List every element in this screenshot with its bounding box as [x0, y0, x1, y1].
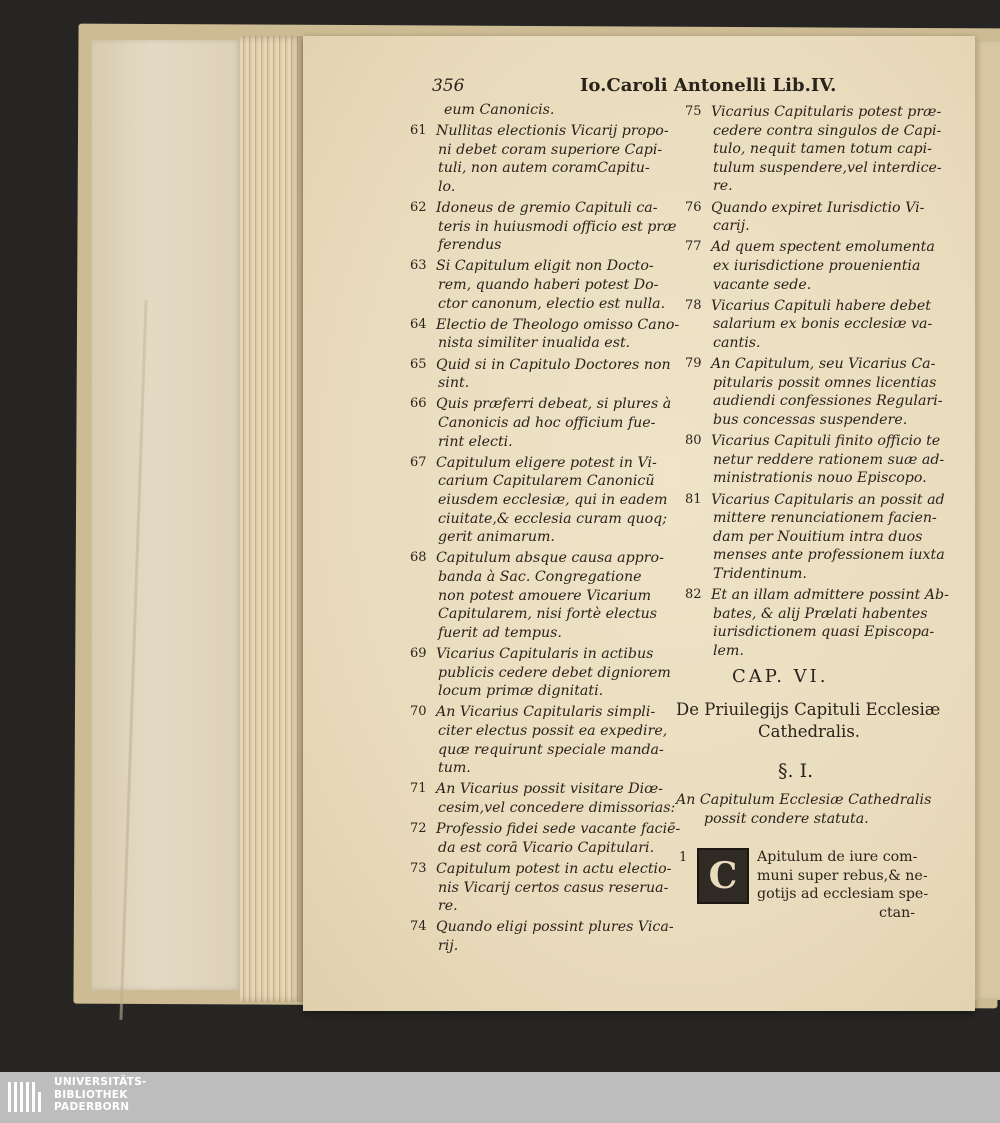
- index-entry: [685, 491, 956, 584]
- entry-line: cedere contra singulos de Capi-: [713, 122, 942, 139]
- entry-line: Vicarius Capitularis in actibus: [436, 646, 654, 662]
- entry-line: bates, & alij Prælati habentes: [713, 605, 928, 622]
- initial-letter: C: [708, 855, 738, 897]
- entry-line: non potest amouere Vicarium: [438, 587, 652, 604]
- entry-line: Quando expiret Iurisdictio Vi-: [711, 199, 925, 216]
- entry-line: ni debet coram superiore Capi-: [438, 141, 663, 158]
- entry-line: Quid si in Capitulo Doctores non: [436, 356, 671, 373]
- entry-line: Professio fidei sede vacante faciē-: [436, 821, 681, 838]
- entry-number: 70: [410, 704, 427, 720]
- entry-line: Vicarius Capitularis potest præ-: [711, 104, 942, 120]
- paragraph-number: 1: [679, 850, 688, 865]
- entry-number: 77: [685, 239, 702, 255]
- entry-line: quæ requirunt speciale manda-: [438, 741, 664, 758]
- entry-line: cesim,vel concedere dimissorias:: [438, 799, 676, 816]
- entry-line: Idoneus de gremio Capituli ca-: [436, 200, 658, 216]
- entry-line: Vicarius Capituli habere debet: [711, 297, 931, 314]
- entry-number: 80: [685, 433, 702, 449]
- index-entry: [410, 395, 681, 451]
- entry-line: ferendus: [438, 237, 502, 254]
- entry-line: ex iurisdictione prouenientia: [713, 257, 921, 274]
- index-entry: [410, 199, 681, 255]
- summary-line: An Capitulum Ecclesiæ Cathedralis: [676, 792, 932, 808]
- library-name-line: BIBLIOTHEK: [54, 1088, 128, 1101]
- entry-line: Tridentinum.: [713, 565, 807, 582]
- entry-line: Capitulum potest in actu electio-: [436, 861, 672, 877]
- page-number: 356: [432, 76, 465, 96]
- entry-line: sint.: [438, 375, 470, 392]
- entry-line: re.: [713, 178, 733, 195]
- entry-line: re.: [438, 898, 458, 915]
- entry-line: salarium ex bonis ecclesiæ va-: [713, 316, 933, 333]
- entry-number: 72: [410, 821, 427, 837]
- index-entry: [410, 257, 681, 313]
- entry-line: An Vicarius Capitularis simpli-: [436, 704, 656, 721]
- entry-line: Et an illam admittere possint Ab-: [711, 587, 949, 604]
- entry-number: 67: [410, 454, 427, 470]
- entry-line: rij.: [438, 937, 459, 954]
- entry-line: teris in huiusmodi officio est præ: [438, 218, 677, 235]
- library-name-line: PADERBORN: [54, 1101, 130, 1113]
- entry-number: 74: [410, 919, 427, 935]
- flyleaf: [92, 40, 242, 990]
- index-entry: [410, 703, 681, 777]
- entry-line: Quis præferri debeat, si plures à: [436, 396, 672, 413]
- entry-line: ministrationis nouo Episcopo.: [713, 470, 927, 487]
- body-line: Apitulum de iure com-: [757, 849, 918, 865]
- section-summary: [676, 791, 931, 828]
- entry-line: fuerit ad tempus.: [438, 624, 562, 641]
- entry-line: publicis cedere debet digniorem: [438, 664, 671, 681]
- index-entry: [410, 820, 681, 857]
- entry-line: rint electi.: [438, 433, 513, 450]
- chapter-title-line1: De Priuilegijs Capituli Ecclesiæ: [676, 700, 941, 719]
- index-entry: [410, 316, 681, 353]
- entry-number: 68: [410, 550, 427, 566]
- entry-line: Vicarius Capituli finito officio te: [711, 433, 941, 450]
- entry-line: An Capitulum, seu Vicarius Ca-: [711, 356, 936, 373]
- entry-line: tulum suspendere,vel interdice-: [713, 159, 942, 176]
- entry-number: 82: [685, 587, 702, 603]
- library-name-line: UNIVERSITÄTS-: [54, 1076, 147, 1088]
- index-entry: [685, 586, 956, 660]
- index-entry: [410, 122, 681, 196]
- index-entry: [410, 860, 681, 916]
- index-entry: [685, 355, 956, 429]
- entry-line: banda à Sac. Congregatione: [438, 568, 642, 585]
- index-entry: [685, 238, 956, 294]
- entry-line: lem.: [713, 642, 744, 659]
- entry-number: 81: [685, 491, 702, 507]
- entry-number: 62: [410, 200, 427, 215]
- entry-number: 63: [410, 258, 427, 274]
- library-logo-icon: [6, 1078, 46, 1116]
- entry-line: tulo, nequit tamen totum capi-: [713, 141, 932, 158]
- entry-number: 65: [410, 356, 427, 372]
- entry-line: Capitulum eligere potest in Vi-: [436, 454, 657, 471]
- index-entry: [685, 432, 956, 488]
- entry-line: lo.: [438, 178, 456, 195]
- entry-number: 73: [410, 861, 427, 876]
- entry-line: ctor canonum, electio est nulla.: [438, 295, 666, 312]
- running-head: [432, 76, 862, 102]
- chapter-title-line2: Cathedralis.: [758, 722, 861, 741]
- entry-number: 64: [410, 316, 427, 332]
- entry-line: menses ante professionem iuxta: [713, 547, 945, 564]
- body-text: [757, 848, 928, 922]
- entry-line: iurisdictionem quasi Episcopa-: [713, 624, 935, 641]
- page-edges: [240, 36, 304, 1002]
- decorated-initial: [697, 848, 749, 904]
- entry-line: Nullitas electionis Vicarij propo-: [436, 123, 669, 139]
- entry-line: Electio de Theologo omisso Cano-: [436, 316, 680, 333]
- library-name: [54, 1076, 147, 1114]
- header-title: Io.Caroli Antonelli Lib.IV.: [580, 75, 837, 96]
- continuation-line: eum Canonicis.: [444, 102, 555, 118]
- entry-line: Quando eligi possint plures Vica-: [436, 919, 674, 936]
- entry-line: dam per Nouitium intra duos: [713, 528, 923, 545]
- entry-line: Si Capitulum eligit non Docto-: [436, 258, 654, 275]
- entry-number: 78: [685, 297, 702, 313]
- entry-line: pitularis possit omnes licentias: [713, 374, 937, 391]
- body-line: muni super rebus,& ne-: [757, 867, 928, 884]
- entry-number: 76: [685, 199, 702, 215]
- entry-line: cantis.: [713, 334, 761, 351]
- library-footer: [0, 1072, 1000, 1123]
- entry-line: ciuitate,& ecclesia curam quoq;: [438, 510, 667, 527]
- paper-crease: [119, 300, 147, 1020]
- entry-line: tum.: [438, 760, 471, 777]
- entry-line: audiendi confessiones Regulari-: [713, 393, 943, 410]
- entry-line: Ad quem spectent emolumenta: [711, 239, 935, 256]
- entry-number: 71: [410, 781, 427, 797]
- body-line: ctan-: [879, 904, 916, 921]
- entry-line: tuli, non autem coramCapitu-: [438, 160, 650, 177]
- entry-line: nis Vicarij certos casus reserua-: [438, 879, 669, 896]
- entry-line: An Vicarius possit visitare Diœ-: [436, 781, 663, 798]
- index-entry: [685, 199, 956, 236]
- index-entry: [410, 918, 681, 955]
- summary-line: possit condere statuta.: [704, 810, 869, 827]
- chapter-heading: CAP. VI.: [732, 666, 829, 687]
- entry-number: 79: [685, 356, 702, 372]
- entry-line: bus concessas suspendere.: [713, 411, 908, 428]
- entry-line: da est corā Vicario Capitulari.: [438, 839, 655, 856]
- index-entry: [410, 454, 681, 547]
- entry-number: 61: [410, 123, 427, 138]
- facing-page-edge: [975, 40, 1000, 1000]
- entry-line: Vicarius Capitularis an possit ad: [711, 491, 945, 508]
- section-heading: §. I.: [778, 760, 814, 782]
- entry-line: mittere renunciationem facien-: [713, 510, 937, 527]
- entry-number: 75: [685, 104, 702, 119]
- index-entry: [410, 780, 681, 817]
- entry-number: 66: [410, 396, 427, 412]
- entry-line: citer electus possit ea expedire,: [438, 722, 668, 739]
- body-line: gotijs ad ecclesiam spe-: [757, 886, 929, 903]
- index-entry: [410, 356, 681, 393]
- entry-line: eiusdem ecclesiæ, qui in eadem: [438, 491, 668, 508]
- entry-line: rem, quando haberi potest Do-: [438, 276, 659, 293]
- entry-number: 69: [410, 646, 427, 661]
- index-entry: [410, 645, 681, 701]
- index-entry: [685, 297, 956, 353]
- entry-line: vacante sede.: [713, 276, 812, 293]
- index-entry: [685, 103, 956, 196]
- entry-line: Capitulum absque causa appro-: [436, 550, 664, 567]
- entry-line: netur reddere rationem suæ ad-: [713, 451, 945, 468]
- entry-line: Capitularem, nisi fortè electus: [438, 606, 657, 623]
- entry-line: carij.: [713, 218, 750, 235]
- entry-line: nista similiter inualida est.: [438, 335, 631, 352]
- entry-line: gerit animarum.: [438, 529, 555, 546]
- entry-line: Canonicis ad hoc officium fue-: [438, 414, 656, 431]
- index-entry: [410, 549, 681, 642]
- entry-line: carium Capitularem Canonicũ: [438, 473, 655, 490]
- entry-line: locum primæ dignitati.: [438, 683, 604, 700]
